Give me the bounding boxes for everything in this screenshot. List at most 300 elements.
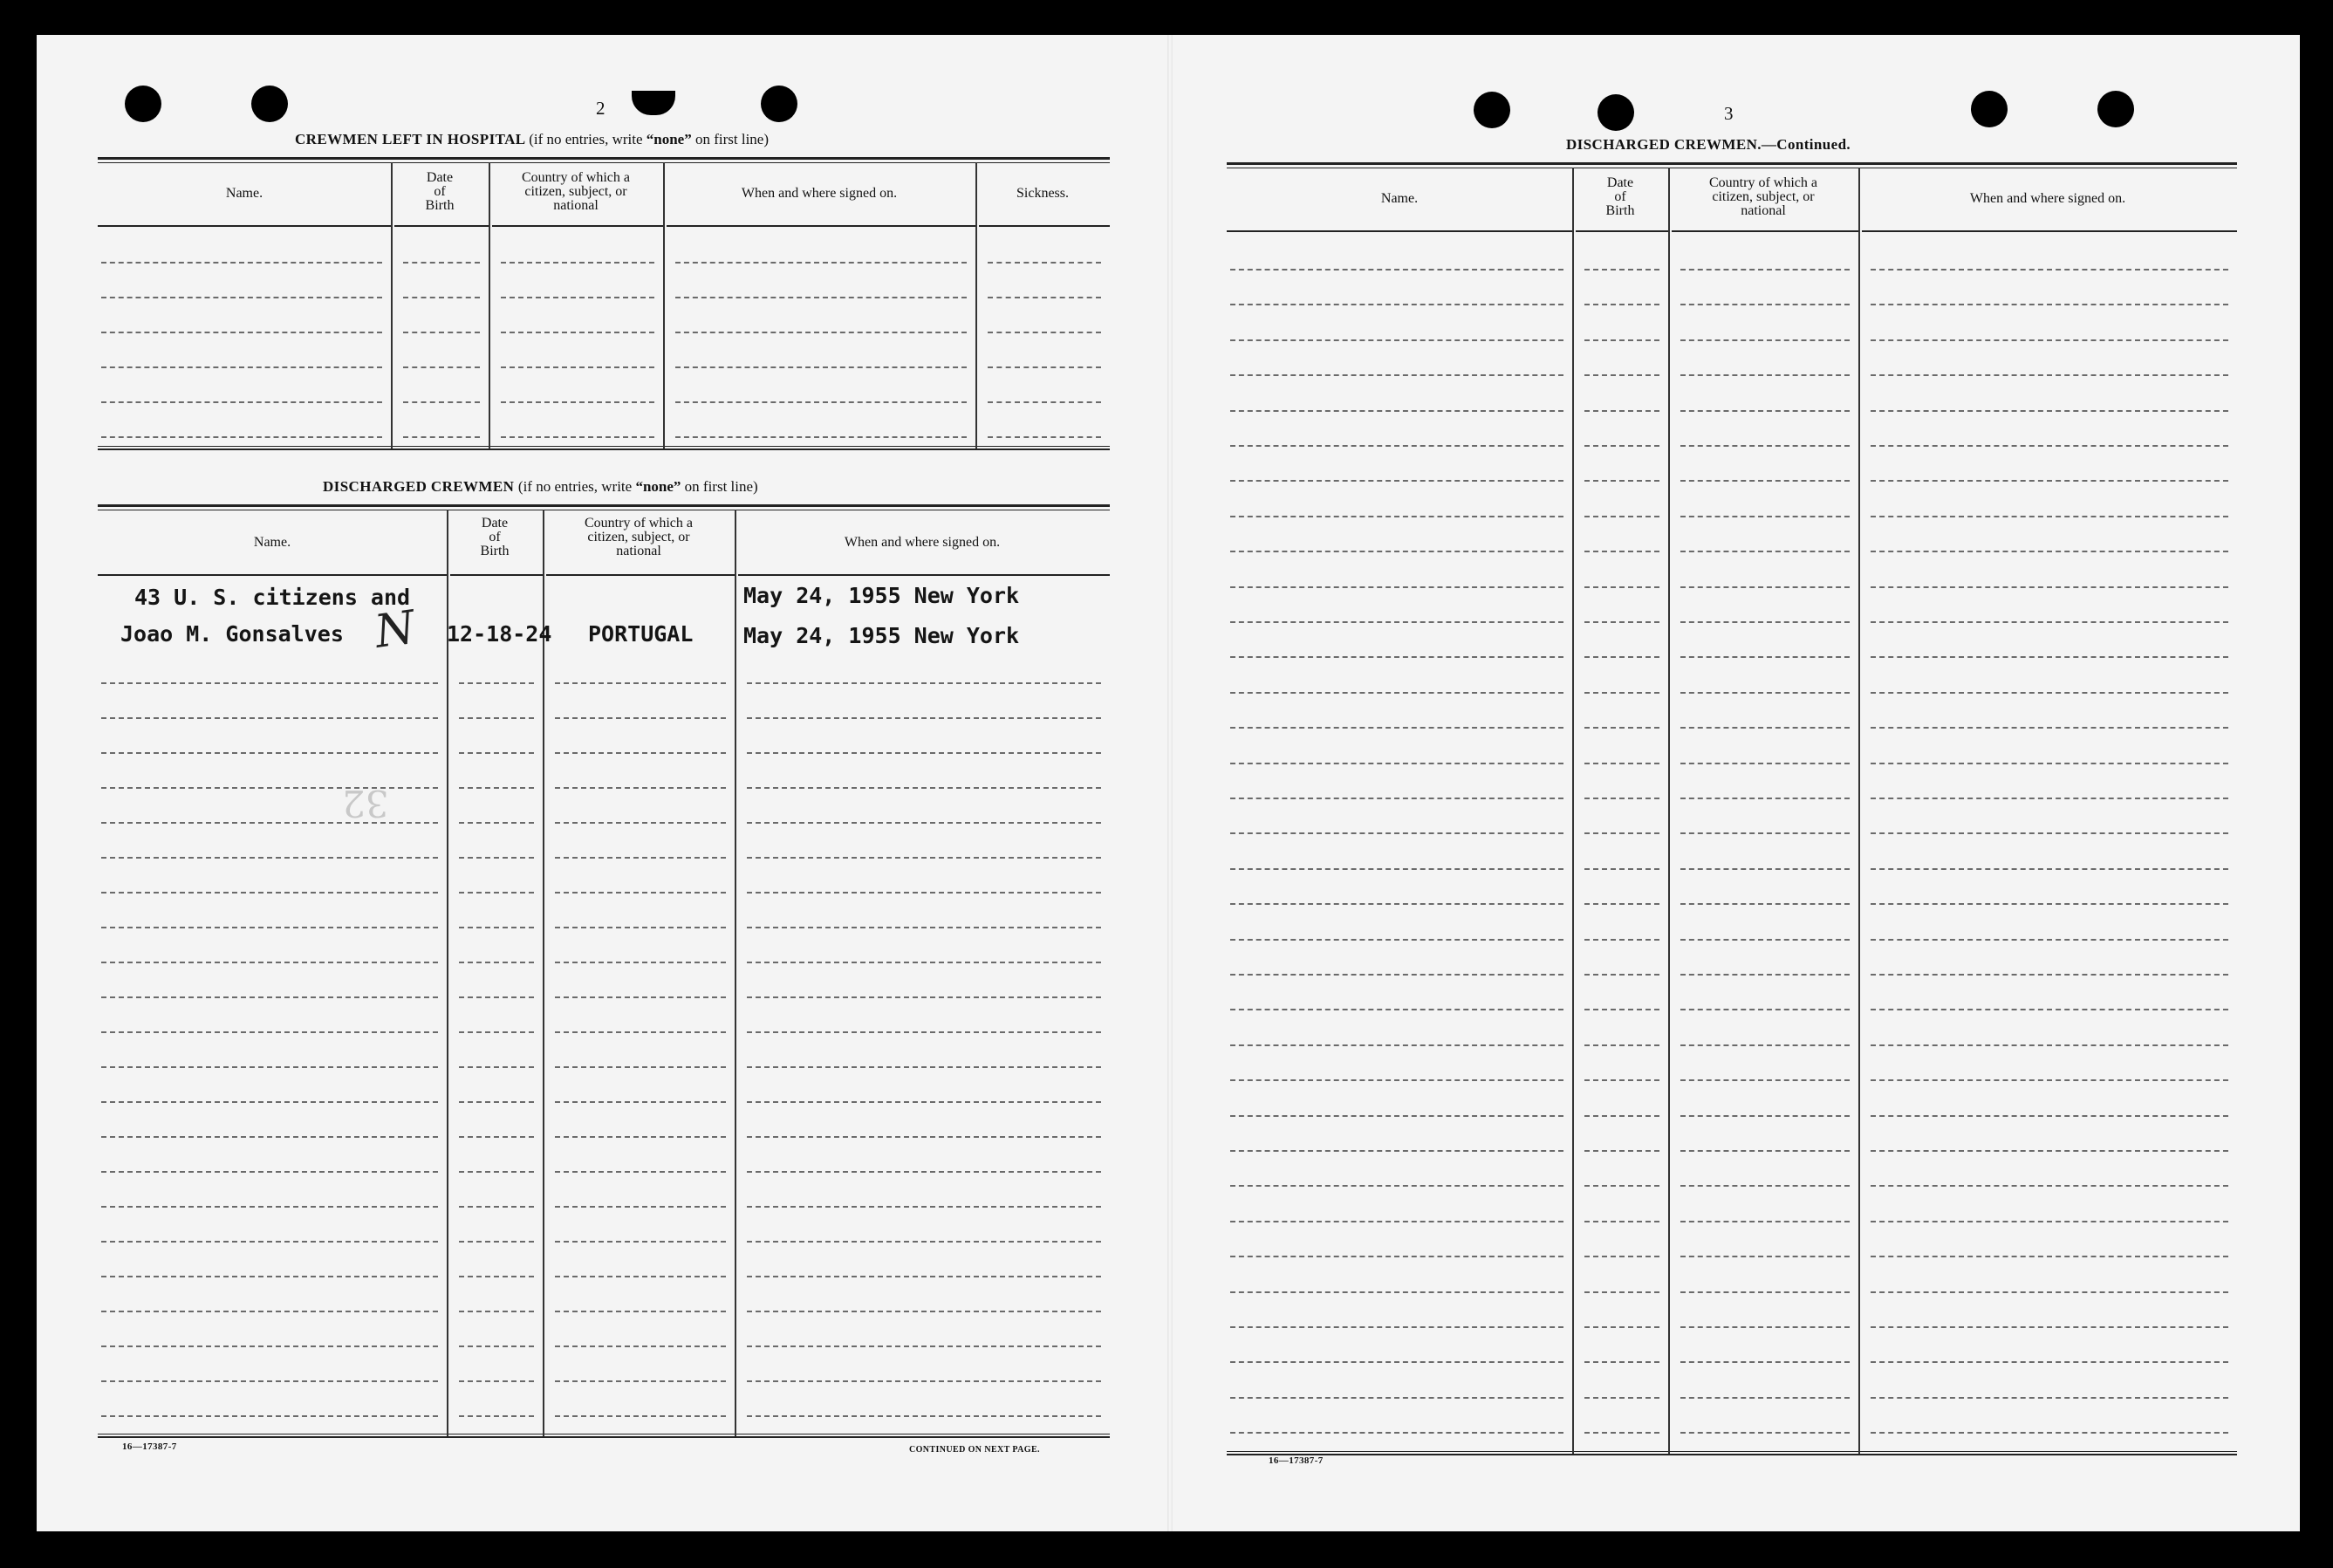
- column-header: When and where signed on.: [844, 535, 1001, 550]
- ruled-line: [1871, 1150, 2228, 1152]
- punch-hole: [1474, 92, 1510, 128]
- ruled-line: [555, 1171, 726, 1173]
- hospital-title-text: CREWMEN LEFT IN HOSPITAL: [295, 131, 525, 147]
- column-header: When and where signed on.: [1969, 191, 2126, 206]
- ruled-line: [1584, 939, 1659, 941]
- ruled-line: [747, 1345, 1101, 1347]
- ruled-line: [1230, 727, 1563, 729]
- entry-name: 43 U. S. citizens and: [134, 585, 411, 610]
- ruled-line: [747, 962, 1101, 963]
- ruled-line: [1871, 763, 2228, 764]
- ruled-line: [459, 996, 534, 998]
- ruled-line: [675, 332, 967, 333]
- table-bottom-rule: [1227, 1451, 2237, 1452]
- ruled-line: [1230, 586, 1563, 588]
- ruled-line: [1680, 832, 1850, 834]
- ruled-line: [1230, 480, 1563, 482]
- ruled-line: [1680, 516, 1850, 517]
- ruled-line: [403, 262, 480, 264]
- ruled-line: [101, 1066, 438, 1068]
- ruled-line: [1230, 269, 1563, 270]
- ruled-line: [1230, 692, 1563, 694]
- ruled-line: [403, 297, 480, 298]
- column-separator: [543, 510, 544, 1436]
- ruled-line: [747, 1171, 1101, 1173]
- ruled-line: [747, 1101, 1101, 1103]
- ruled-line: [555, 892, 726, 894]
- ruled-line: [1871, 939, 2228, 941]
- column-header: Country of which a citizen, subject, or national: [585, 516, 693, 558]
- check-mark: N: [372, 601, 419, 659]
- ruled-line: [1871, 480, 2228, 482]
- entry-country: PORTUGAL: [588, 621, 694, 647]
- ruled-line: [1680, 1291, 1850, 1293]
- ruled-line: [747, 752, 1101, 754]
- column-separator: [663, 162, 665, 448]
- ruled-line: [1680, 727, 1850, 729]
- ruled-line: [1680, 1361, 1850, 1363]
- ruled-line: [459, 892, 534, 894]
- ruled-line: [1230, 374, 1563, 376]
- punch-hole: [125, 86, 161, 122]
- ruled-line: [1584, 1432, 1659, 1434]
- column-header: Date of Birth: [480, 516, 510, 558]
- ruled-line: [1584, 1361, 1659, 1363]
- ruled-line: [459, 1031, 534, 1033]
- ruled-line: [1680, 621, 1850, 623]
- column-separator: [735, 510, 736, 1436]
- ruled-line: [1871, 516, 2228, 517]
- discharged-title-text: DISCHARGED CREWMEN: [323, 478, 515, 495]
- ruled-line: [555, 752, 726, 754]
- form-number: 16—17387-7: [122, 1441, 177, 1452]
- page-number: 2: [596, 98, 605, 119]
- ruled-line: [675, 262, 967, 264]
- punch-hole: [1971, 91, 2008, 127]
- ruled-line: [1871, 410, 2228, 412]
- ruled-line: [1871, 1079, 2228, 1081]
- margin-mark: 32: [342, 782, 389, 825]
- entry-signed-on: May 24, 1955 New York: [743, 623, 1020, 648]
- ruled-line: [1871, 551, 2228, 552]
- ruled-line: [403, 332, 480, 333]
- ruled-line: [1680, 1009, 1850, 1010]
- ruled-line: [675, 401, 967, 403]
- ruled-line: [1871, 656, 2228, 658]
- ruled-line: [1680, 692, 1850, 694]
- ruled-line: [1584, 516, 1659, 517]
- ruled-line: [1871, 1044, 2228, 1046]
- ruled-line: [101, 1345, 438, 1347]
- ruled-line: [1680, 480, 1850, 482]
- ruled-line: [459, 1415, 534, 1417]
- ruled-line: [101, 1136, 438, 1138]
- ruled-line: [1230, 410, 1563, 412]
- ruled-line: [101, 1276, 438, 1277]
- punch-hole: [2097, 91, 2134, 127]
- header-underline: [738, 574, 1110, 576]
- hospital-table: [98, 157, 1110, 448]
- ruled-line: [988, 366, 1101, 368]
- ruled-line: [1230, 1221, 1563, 1222]
- ruled-line: [459, 822, 534, 824]
- ruled-line: [1680, 1256, 1850, 1257]
- ruled-line: [1871, 692, 2228, 694]
- ruled-line: [1680, 1044, 1850, 1046]
- discharged-continued-title: DISCHARGED CREWMEN.—Continued.: [1566, 136, 1851, 153]
- ruled-line: [1230, 1009, 1563, 1010]
- ruled-line: [1584, 304, 1659, 305]
- ruled-line: [1871, 1361, 2228, 1363]
- table-top-rule: [1227, 162, 2237, 165]
- ruled-line: [1680, 410, 1850, 412]
- ruled-line: [1680, 974, 1850, 976]
- table-top-rule: [98, 157, 1110, 160]
- ruled-line: [101, 927, 438, 928]
- column-header: Name.: [225, 186, 263, 201]
- ruled-line: [101, 752, 438, 754]
- ruled-line: [1871, 339, 2228, 341]
- ruled-line: [101, 1206, 438, 1208]
- ruled-line: [1584, 1256, 1659, 1257]
- ruled-line: [1584, 1044, 1659, 1046]
- ruled-line: [459, 1066, 534, 1068]
- ruled-line: [747, 822, 1101, 824]
- entry-name: Joao M. Gonsalves: [120, 621, 344, 647]
- continued-note: CONTINUED ON NEXT PAGE.: [909, 1445, 1040, 1455]
- ruled-line: [101, 892, 438, 894]
- column-header: Name.: [253, 535, 291, 550]
- ruled-line: [101, 1415, 438, 1417]
- ruled-line: [1871, 1256, 2228, 1257]
- ruled-line: [1871, 1291, 2228, 1293]
- ruled-line: [747, 1415, 1101, 1417]
- ruled-line: [1680, 551, 1850, 552]
- ruled-line: [1584, 1221, 1659, 1222]
- ruled-line: [1584, 763, 1659, 764]
- ruled-line: [1584, 692, 1659, 694]
- ruled-line: [1230, 551, 1563, 552]
- table-top-rule: [98, 162, 1110, 163]
- header-underline: [492, 225, 663, 227]
- ruled-line: [988, 297, 1101, 298]
- ruled-line: [747, 787, 1101, 789]
- ruled-line: [1871, 1009, 2228, 1010]
- ruled-line: [747, 1206, 1101, 1208]
- ruled-line: [555, 1241, 726, 1243]
- ruled-line: [459, 1380, 534, 1382]
- ruled-line: [1871, 903, 2228, 905]
- ruled-line: [501, 297, 654, 298]
- ruled-line: [1230, 1185, 1563, 1187]
- ruled-line: [101, 857, 438, 859]
- ruled-line: [675, 297, 967, 298]
- ruled-line: [1871, 727, 2228, 729]
- header-underline: [450, 574, 543, 576]
- ruled-line: [555, 1031, 726, 1033]
- ruled-line: [1230, 1256, 1563, 1257]
- ruled-line: [1230, 1079, 1563, 1081]
- hospital-instruction: (if no entries, write “none” on first line): [529, 131, 770, 147]
- ruled-line: [555, 1206, 726, 1208]
- ruled-line: [101, 1101, 438, 1103]
- ruled-line: [1680, 374, 1850, 376]
- ruled-line: [1230, 832, 1563, 834]
- ruled-line: [501, 332, 654, 333]
- header-underline: [394, 225, 489, 227]
- ruled-line: [1584, 410, 1659, 412]
- ruled-line: [459, 1241, 534, 1243]
- ruled-line: [1584, 1115, 1659, 1117]
- ruled-line: [1871, 621, 2228, 623]
- ruled-line: [1680, 868, 1850, 870]
- column-separator: [1668, 168, 1670, 1454]
- ruled-line: [675, 366, 967, 368]
- ruled-line: [1584, 339, 1659, 341]
- ruled-line: [1680, 339, 1850, 341]
- ruled-line: [101, 1380, 438, 1382]
- ruled-line: [459, 1171, 534, 1173]
- table-bottom-rule: [98, 1436, 1110, 1438]
- ruled-line: [501, 436, 654, 438]
- column-header: Country of which a citizen, subject, or national: [1709, 175, 1817, 218]
- ruled-line: [1230, 1291, 1563, 1293]
- ruled-line: [1584, 374, 1659, 376]
- ruled-line: [101, 262, 382, 264]
- column-header: Sickness.: [1016, 186, 1069, 201]
- ruled-line: [1584, 1397, 1659, 1399]
- table-bottom-rule: [1227, 1454, 2237, 1455]
- ruled-line: [459, 787, 534, 789]
- ruled-line: [1871, 832, 2228, 834]
- ruled-line: [1680, 586, 1850, 588]
- ruled-line: [459, 1206, 534, 1208]
- ruled-line: [101, 1171, 438, 1173]
- ruled-line: [1871, 374, 2228, 376]
- ruled-line: [101, 436, 382, 438]
- ruled-line: [101, 1311, 438, 1312]
- ruled-line: [1230, 1044, 1563, 1046]
- ruled-line: [101, 682, 438, 684]
- ruled-line: [1871, 1432, 2228, 1434]
- ruled-line: [459, 717, 534, 719]
- ruled-line: [459, 682, 534, 684]
- ruled-line: [555, 1415, 726, 1417]
- ruled-line: [1680, 1115, 1850, 1117]
- ruled-line: [747, 1066, 1101, 1068]
- ruled-line: [988, 332, 1101, 333]
- ruled-line: [1680, 939, 1850, 941]
- ruled-line: [459, 1136, 534, 1138]
- ruled-line: [555, 1276, 726, 1277]
- ruled-line: [1680, 1432, 1850, 1434]
- ruled-line: [1871, 1326, 2228, 1328]
- ruled-line: [747, 1241, 1101, 1243]
- ruled-line: [1584, 832, 1659, 834]
- ruled-line: [1584, 727, 1659, 729]
- ruled-line: [1230, 1150, 1563, 1152]
- punch-hole: [761, 86, 797, 122]
- ruled-line: [403, 366, 480, 368]
- ruled-line: [1871, 1185, 2228, 1187]
- ruled-line: [747, 927, 1101, 928]
- ruled-line: [1584, 798, 1659, 799]
- ruled-line: [747, 996, 1101, 998]
- ruled-line: [1871, 586, 2228, 588]
- discharged-continued-table: [1227, 162, 2237, 1454]
- ruled-line: [459, 1311, 534, 1312]
- ruled-line: [1680, 304, 1850, 305]
- ruled-line: [101, 297, 382, 298]
- ruled-line: [1871, 445, 2228, 447]
- ruled-line: [988, 436, 1101, 438]
- ruled-line: [555, 787, 726, 789]
- ruled-line: [1584, 445, 1659, 447]
- ruled-line: [747, 1136, 1101, 1138]
- header-underline: [979, 225, 1110, 227]
- ruled-line: [1680, 1397, 1850, 1399]
- ruled-line: [1584, 1150, 1659, 1152]
- ruled-line: [101, 1031, 438, 1033]
- ruled-line: [1871, 304, 2228, 305]
- ruled-line: [1584, 269, 1659, 270]
- ruled-line: [1230, 516, 1563, 517]
- ruled-line: [555, 1136, 726, 1138]
- ruled-line: [1230, 656, 1563, 658]
- ruled-line: [555, 857, 726, 859]
- ruled-line: [501, 262, 654, 264]
- ruled-line: [1584, 1079, 1659, 1081]
- ruled-line: [747, 1276, 1101, 1277]
- ruled-line: [1584, 1185, 1659, 1187]
- ruled-line: [555, 996, 726, 998]
- ruled-line: [555, 1380, 726, 1382]
- ruled-line: [1871, 868, 2228, 870]
- table-bottom-rule: [98, 446, 1110, 447]
- ruled-line: [555, 682, 726, 684]
- column-separator: [447, 510, 448, 1436]
- ruled-line: [1680, 1326, 1850, 1328]
- ruled-line: [747, 857, 1101, 859]
- ruled-line: [555, 822, 726, 824]
- header-underline: [667, 225, 975, 227]
- ruled-line: [1230, 621, 1563, 623]
- ruled-line: [555, 717, 726, 719]
- ruled-line: [101, 366, 382, 368]
- ruled-line: [1230, 1361, 1563, 1363]
- ruled-line: [747, 892, 1101, 894]
- ruled-line: [555, 1101, 726, 1103]
- column-header: Date of Birth: [1605, 175, 1635, 218]
- ruled-line: [459, 752, 534, 754]
- ruled-line: [403, 436, 480, 438]
- page-number: 3: [1724, 103, 1734, 124]
- ruled-line: [1230, 1397, 1563, 1399]
- form-number: 16—17387-7: [1269, 1455, 1324, 1466]
- table-bottom-rule: [98, 448, 1110, 450]
- ruled-line: [1680, 656, 1850, 658]
- ruled-line: [101, 401, 382, 403]
- ruled-line: [1680, 903, 1850, 905]
- ruled-line: [1584, 480, 1659, 482]
- ruled-line: [1230, 1326, 1563, 1328]
- header-underline: [98, 225, 391, 227]
- column-header: Name.: [1380, 191, 1419, 206]
- ruled-line: [1230, 445, 1563, 447]
- header-underline: [98, 574, 447, 576]
- ruled-line: [1680, 1185, 1850, 1187]
- page-fold: [1167, 35, 1173, 1531]
- ruled-line: [1230, 339, 1563, 341]
- header-underline: [1862, 230, 2237, 232]
- ruled-line: [1230, 974, 1563, 976]
- ruled-line: [747, 1311, 1101, 1312]
- punch-hole: [1598, 94, 1634, 131]
- ruled-line: [747, 717, 1101, 719]
- header-underline: [546, 574, 735, 576]
- ruled-line: [988, 262, 1101, 264]
- ruled-line: [555, 1311, 726, 1312]
- ruled-line: [101, 332, 382, 333]
- ruled-line: [747, 1380, 1101, 1382]
- ruled-line: [1584, 1291, 1659, 1293]
- ruled-line: [101, 1241, 438, 1243]
- ruled-line: [459, 857, 534, 859]
- ruled-line: [555, 1066, 726, 1068]
- ruled-line: [501, 401, 654, 403]
- discharged-section-title: [323, 478, 758, 496]
- ruled-line: [1584, 903, 1659, 905]
- ruled-line: [555, 962, 726, 963]
- column-separator: [1572, 168, 1574, 1454]
- ruled-line: [101, 962, 438, 963]
- ruled-line: [1871, 1397, 2228, 1399]
- ruled-line: [101, 996, 438, 998]
- ruled-line: [1584, 586, 1659, 588]
- ruled-line: [1680, 763, 1850, 764]
- ruled-line: [555, 1345, 726, 1347]
- ruled-line: [1680, 1079, 1850, 1081]
- ruled-line: [459, 1101, 534, 1103]
- header-underline: [1227, 230, 1572, 232]
- entry-date-of-birth: 12-18-24: [447, 621, 552, 647]
- ruled-line: [1871, 798, 2228, 799]
- ruled-line: [1230, 763, 1563, 764]
- hospital-section-title: [295, 131, 769, 148]
- punch-hole: [251, 86, 288, 122]
- column-header: Country of which a citizen, subject, or national: [522, 170, 630, 213]
- ruled-line: [1584, 656, 1659, 658]
- discharged-instruction: (if no entries, write “none” on first line): [517, 478, 758, 495]
- ruled-line: [1584, 1009, 1659, 1010]
- ruled-line: [1230, 1432, 1563, 1434]
- ruled-line: [1871, 1115, 2228, 1117]
- ruled-line: [459, 962, 534, 963]
- ruled-line: [1584, 868, 1659, 870]
- ruled-line: [1230, 798, 1563, 799]
- ruled-line: [459, 927, 534, 928]
- ruled-line: [1584, 621, 1659, 623]
- ruled-line: [1680, 1221, 1850, 1222]
- ruled-line: [747, 1031, 1101, 1033]
- ruled-line: [1584, 974, 1659, 976]
- ruled-line: [1230, 1115, 1563, 1117]
- ruled-line: [1680, 269, 1850, 270]
- ruled-line: [1230, 903, 1563, 905]
- ruled-line: [403, 401, 480, 403]
- column-separator: [1858, 168, 1860, 1454]
- ruled-line: [1680, 798, 1850, 799]
